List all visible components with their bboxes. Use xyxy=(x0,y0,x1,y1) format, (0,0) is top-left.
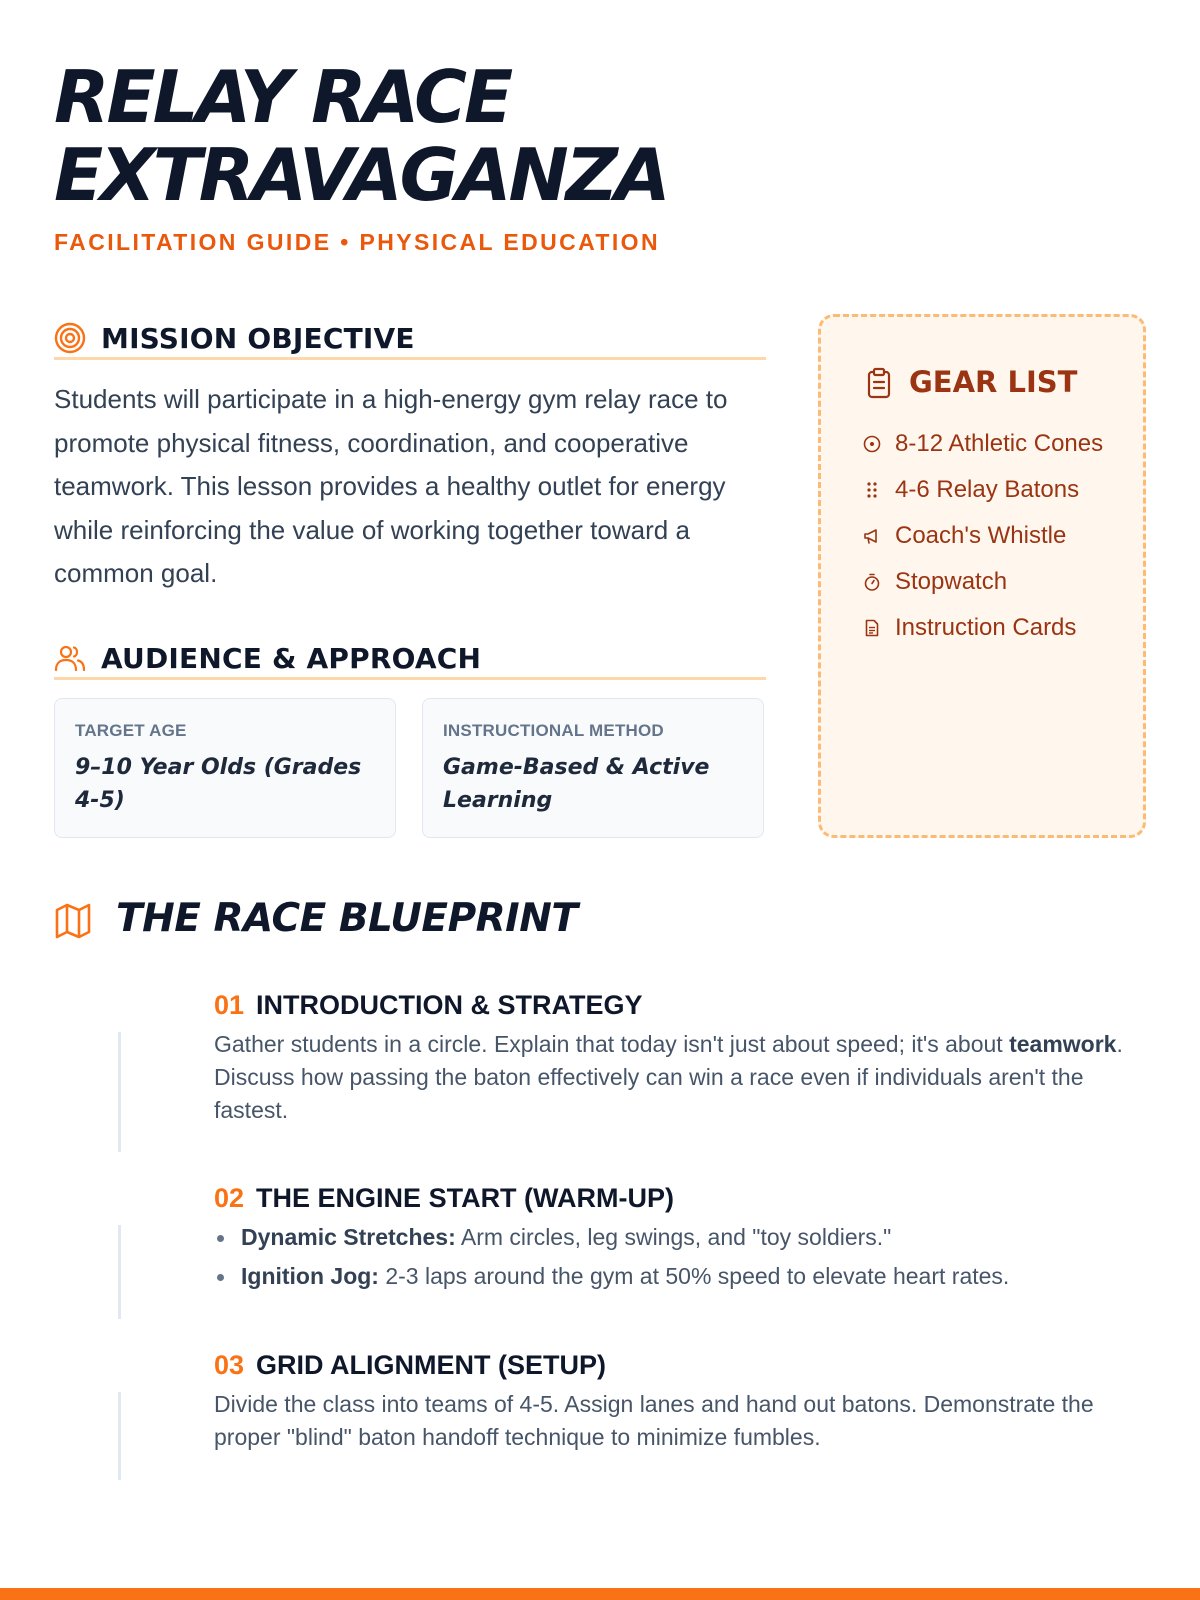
circle-dot-icon xyxy=(863,435,881,453)
gear-item xyxy=(863,519,1113,552)
gear-list-panel xyxy=(818,314,1146,838)
page-subtitle: FACILITATION GUIDE • PHYSICAL EDUCATION xyxy=(54,229,660,255)
step-description xyxy=(214,1028,1134,1127)
step-text: . Discuss how passing the baton effectively can win a race even if individuals aren't the fastest. xyxy=(214,1031,1123,1123)
gear-item-label: 4-6 Relay Batons xyxy=(895,476,1080,503)
mission-section-header xyxy=(54,320,766,360)
instructional-method-value: Game-Based & Active Learning xyxy=(443,755,710,813)
instructional-method-label: INSTRUCTIONAL METHOD xyxy=(443,721,664,740)
step-title xyxy=(214,1350,606,1381)
grip-dots-icon xyxy=(863,481,881,499)
audience-section-header xyxy=(54,640,766,680)
timer-icon xyxy=(863,573,881,591)
step-rail xyxy=(118,1225,121,1319)
step-bullet xyxy=(214,1260,1134,1293)
gear-item xyxy=(863,565,1113,598)
instructional-method-card xyxy=(422,698,764,838)
mission-heading: MISSION OBJECTIVE xyxy=(101,322,415,355)
target-age-label: TARGET AGE xyxy=(75,721,187,740)
step-bullet xyxy=(214,1221,1134,1254)
step-rail xyxy=(118,1392,121,1480)
step-title-text: INTRODUCTION & STRATEGY xyxy=(256,990,643,1020)
gear-item-label: 8-12 Athletic Cones xyxy=(895,430,1104,457)
target-age-card xyxy=(54,698,396,838)
footer-accent-bar xyxy=(0,1588,1200,1600)
step-number: 02 xyxy=(214,1183,245,1213)
step-text-emphasis: teamwork xyxy=(1009,1031,1117,1057)
step-rail xyxy=(118,1032,121,1152)
gear-item xyxy=(863,611,1113,644)
gear-item-label: Instruction Cards xyxy=(895,614,1077,641)
blueprint-section-header xyxy=(54,896,754,946)
step-title-text: GRID ALIGNMENT (SETUP) xyxy=(256,1350,607,1380)
step-bullet-list xyxy=(214,1221,1134,1293)
step-description xyxy=(214,1221,1134,1299)
bullet-text: Arm circles, leg swings, and "toy soldiers." xyxy=(455,1224,892,1250)
step-description: Divide the class into teams of 4-5. Assign lanes and hand out batons. Demonstrate the proper "blind" baton handoff technique to minimize fumbles. xyxy=(214,1391,1094,1450)
step-title xyxy=(214,990,643,1021)
gear-list-heading: GEAR LIST xyxy=(909,365,1078,399)
clipboard-icon xyxy=(863,367,895,399)
step-number: 01 xyxy=(214,990,245,1020)
gear-item-label: Coach's Whistle xyxy=(895,522,1067,549)
title-line-1: RELAY RACE xyxy=(54,55,511,139)
target-icon xyxy=(54,322,86,354)
gear-item-label: Stopwatch xyxy=(895,568,1008,595)
page-title xyxy=(54,55,954,217)
gear-list xyxy=(863,427,1113,657)
step-title-text: THE ENGINE START (WARM-UP) xyxy=(256,1183,675,1213)
gear-item xyxy=(863,427,1113,460)
step-number: 03 xyxy=(214,1350,245,1380)
step-title xyxy=(214,1183,674,1214)
users-icon xyxy=(54,642,86,674)
mission-text: Students will participate in a high-energy gym relay race to promote physical fitness, coordination, and cooperative teamwork. This lesson provides a healthy outlet for energy while reinforcing the value of working together toward a common goal. xyxy=(54,384,728,588)
bullet-text: 2-3 laps around the gym at 50% speed to elevate heart rates. xyxy=(378,1263,1010,1289)
document-icon xyxy=(863,619,881,637)
megaphone-icon xyxy=(863,527,881,545)
map-icon xyxy=(54,902,92,940)
audience-heading: AUDIENCE & APPROACH xyxy=(101,642,482,675)
blueprint-heading: THE RACE BLUEPRINT xyxy=(116,896,578,941)
step-text: Gather students in a circle. Explain that today isn't just about speed; it's about xyxy=(214,1031,1010,1057)
gear-item xyxy=(863,473,1113,506)
bullet-label: Dynamic Stretches: xyxy=(241,1224,456,1250)
title-line-2: EXTRAVAGANZA xyxy=(54,133,668,217)
target-age-value: 9–10 Year Olds (Grades 4-5) xyxy=(75,755,362,813)
bullet-label: Ignition Jog: xyxy=(241,1263,379,1289)
